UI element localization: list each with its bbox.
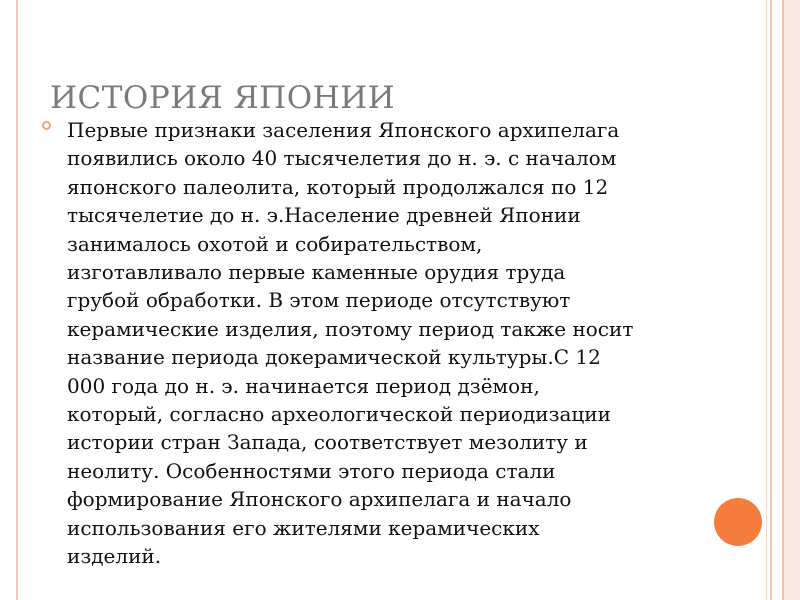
text-line: изготавливало первые каменные орудия труда <box>67 260 566 285</box>
text-line: который, согласно археологической периодизации <box>67 402 611 427</box>
text-line: название периода докерамической культуры.С 12 <box>67 345 601 370</box>
text-line: истории стран Запада, соответствует мезолиту и <box>67 430 588 455</box>
text-line: керамические изделия, поэтому период также носит <box>67 316 634 341</box>
text-line: тысячелетие до н. э.Население древней Японии <box>67 203 581 228</box>
decorative-circle-icon <box>714 498 762 546</box>
slide-title: ИСТОРИЯ ЯПОНИИ <box>50 80 396 116</box>
bullet-text <box>67 116 767 571</box>
text-line: японского палеолита, который продолжался по 12 <box>67 174 609 199</box>
text-line: занималось охотой и собирательством, <box>67 231 483 256</box>
frame-right-inner-line <box>770 0 772 600</box>
text-line: использования его жителями керамических <box>67 515 540 540</box>
frame-right-line <box>782 0 784 600</box>
text-line: 000 года до н. э. начинается период дзёмон, <box>67 373 540 398</box>
text-line: неолиту. Особенностями этого периода стали <box>67 458 556 483</box>
frame-right-band <box>783 0 800 600</box>
text-line: появились около 40 тысячелетия до н. э. с началом <box>67 146 617 171</box>
frame-left-line <box>16 0 18 600</box>
text-line: изделий. <box>67 544 162 569</box>
text-line: формирование Японского архипелага и начало <box>67 487 572 512</box>
text-line: грубой обработки. В этом периоде отсутствуют <box>67 288 571 313</box>
bullet-icon <box>42 121 51 130</box>
text-line: Первые признаки заселения Японского архипелага <box>67 118 620 142</box>
